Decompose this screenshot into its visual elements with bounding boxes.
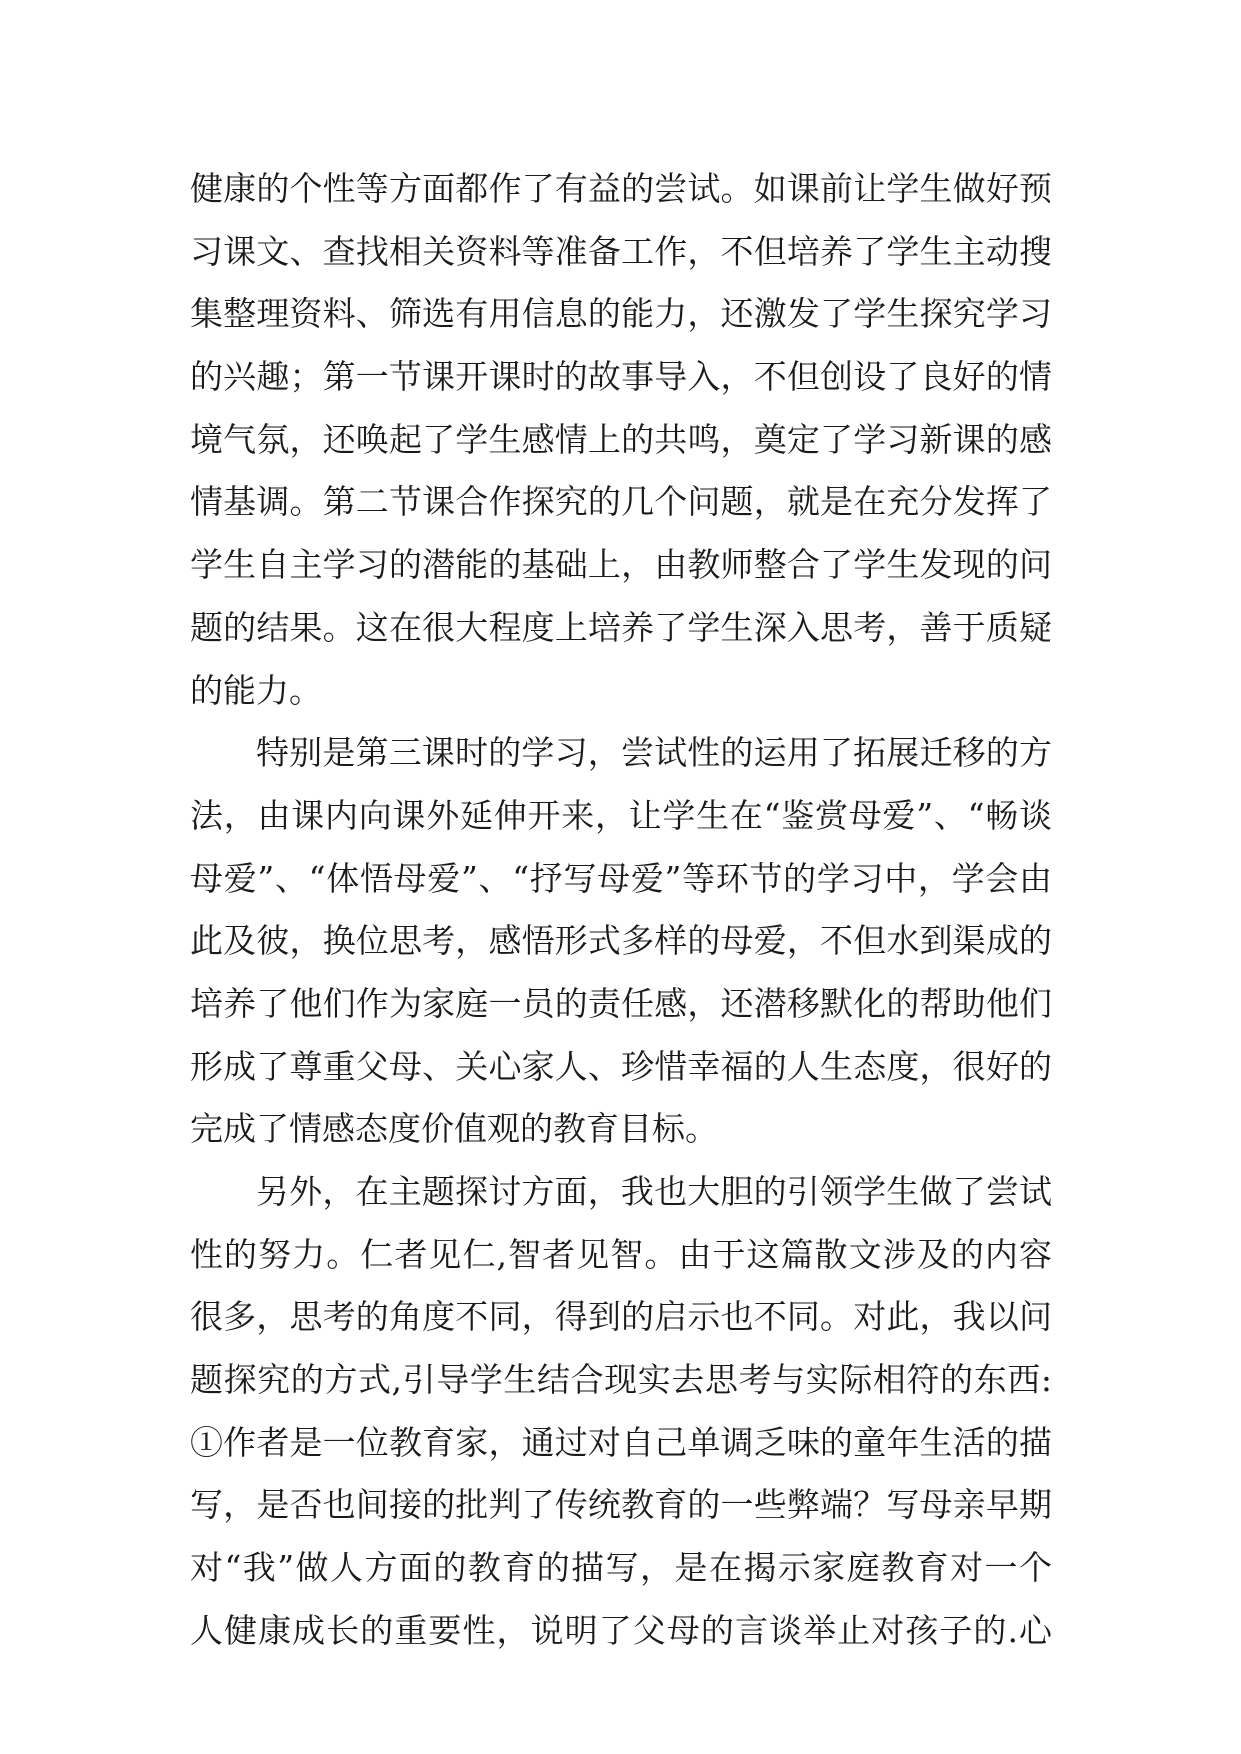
text-line: 完成了情感态度价值观的教育目标。	[190, 1109, 718, 1149]
paragraph-start-line: 特别是第三课时的学习，尝试性的运用了拓展迁移的方	[256, 733, 1052, 773]
text-line: 写，是否也间接的批判了传统教育的一些弊端？写母亲早期	[190, 1485, 1052, 1525]
text-line: 形成了尊重父母、关心家人、珍惜幸福的人生态度，很好的	[190, 1046, 1052, 1086]
text-line: 学生自主学习的潜能的基础上，由教师整合了学生发现的问	[190, 545, 1052, 585]
text-line: 很多，思考的角度不同，得到的启示也不同。对此，我以问	[190, 1297, 1052, 1337]
text-line: 习课文、查找相关资料等准备工作，不但培养了学生主动搜	[190, 231, 1052, 271]
text-line: 此及彼，换位思考，感悟形式多样的母爱，不但水到渠成的	[190, 921, 1052, 961]
text-line: 题的结果。这在很大程度上培养了学生深入思考，善于质疑	[190, 607, 1052, 647]
text-line: 境气氛，还唤起了学生感情上的共鸣，奠定了学习新课的感	[190, 419, 1052, 459]
text-line: 母爱”、“体悟母爱”、“抒写母爱”等环节的学习中，学会由	[190, 858, 1052, 898]
text-line: 培养了他们作为家庭一员的责任感，还潜移默化的帮助他们	[190, 983, 1052, 1023]
text-line: 健康的个性等方面都作了有益的尝试。如课前让学生做好预	[190, 169, 1052, 208]
text-line: 人健康成长的重要性，说明了父母的言谈举止对孩子的.心	[190, 1610, 1052, 1650]
text-line: 的能力。	[190, 670, 322, 710]
text-line: 对“我”做人方面的教育的描写，是在揭示家庭教育对一个	[190, 1548, 1052, 1588]
paragraph-start-line: 另外，在主题探讨方面，我也大胆的引领学生做了尝试	[256, 1172, 1052, 1211]
text-line: ①作者是一位教育家，通过对自己单调乏味的童年生活的描	[190, 1422, 1052, 1462]
text-line: 的兴趣；第一节课开课时的故事导入，不但创设了良好的情	[190, 357, 1052, 397]
text-line: 法，由课内向课外延伸开来，让学生在“鉴赏母爱”、“畅谈	[190, 795, 1052, 835]
text-line: 性的努力。仁者见仁,智者见智。由于这篇散文涉及的内容	[190, 1234, 1052, 1274]
text-line: 集整理资料、筛选有用信息的能力，还激发了学生探究学习	[190, 294, 1052, 334]
text-line: 题探究的方式,引导学生结合现实去思考与实际相符的东西:	[190, 1360, 1052, 1400]
text-line: 情基调。第二节课合作探究的几个问题，就是在充分发挥了	[190, 482, 1052, 522]
body-text	[190, 158, 1052, 1663]
